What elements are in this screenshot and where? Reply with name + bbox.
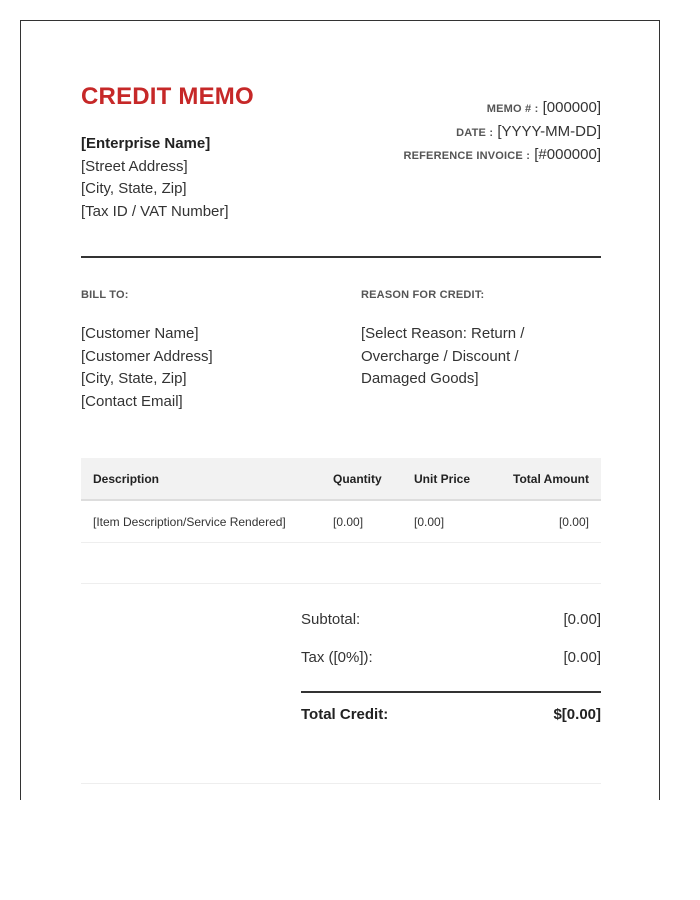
bill-to-section xyxy=(81,289,331,413)
total-credit-label: Total Credit: xyxy=(301,706,389,723)
header-unit-price: Unit Price xyxy=(402,458,493,500)
subtotal-label: Subtotal: xyxy=(301,611,361,628)
memo-date-value: [YYYY-MM-DD] xyxy=(497,122,601,140)
memo-title: CREDIT MEMO xyxy=(81,83,254,110)
tax-row xyxy=(301,649,601,687)
reference-invoice-label: REFERENCE INVOICE : xyxy=(403,150,531,162)
company-info xyxy=(81,133,229,223)
cell-quantity: [0.00] xyxy=(321,500,402,543)
bill-to-label: BILL TO: xyxy=(81,289,129,301)
reason-label: REASON FOR CREDIT: xyxy=(361,289,485,301)
memo-meta xyxy=(403,97,601,168)
subtotal-value: [0.00] xyxy=(563,611,601,628)
total-credit-value: $[0.00] xyxy=(553,706,601,723)
totals-section xyxy=(301,611,601,733)
company-street: [Street Address] xyxy=(81,157,188,175)
customer-address: [Customer Address] xyxy=(81,347,213,365)
header-total-amount: Total Amount xyxy=(493,458,601,500)
tax-value: [0.00] xyxy=(563,649,601,666)
reason-lines xyxy=(361,323,611,391)
reference-invoice-row xyxy=(403,144,601,168)
reason-line: Damaged Goods] xyxy=(361,370,479,387)
memo-header xyxy=(81,83,601,223)
reason-line: Overcharge / Discount / xyxy=(361,347,519,365)
company-name: [Enterprise Name] xyxy=(81,135,211,152)
bill-to-lines xyxy=(81,323,331,413)
company-city: [City, State, Zip] xyxy=(81,180,187,197)
reference-invoice-value: [#000000] xyxy=(534,146,601,163)
memo-date-label: DATE : xyxy=(456,126,494,139)
credit-memo-page xyxy=(20,20,660,800)
header-divider xyxy=(81,256,601,258)
customer-city: [City, State, Zip] xyxy=(81,370,187,387)
reason-section xyxy=(361,289,611,391)
company-tax-id: [Tax ID / VAT Number] xyxy=(81,202,229,220)
total-credit-row xyxy=(301,691,601,733)
footer-divider xyxy=(81,783,601,784)
customer-name: [Customer Name] xyxy=(81,325,199,342)
memo-number-value: [000000] xyxy=(542,99,601,116)
table-bottom-divider xyxy=(81,583,601,584)
header-description: Description xyxy=(81,458,321,500)
table-row xyxy=(81,500,601,543)
line-items-table xyxy=(81,458,601,543)
cell-unit-price: [0.00] xyxy=(402,500,493,543)
table-header-row xyxy=(81,458,601,500)
memo-number-label: MEMO # : xyxy=(486,103,539,115)
memo-number-row xyxy=(403,97,601,121)
tax-label: Tax ([0%]): xyxy=(301,649,373,666)
header-quantity: Quantity xyxy=(321,458,402,500)
reason-line: [Select Reason: Return / xyxy=(361,325,525,342)
customer-email: [Contact Email] xyxy=(81,392,183,410)
cell-total-amount: [0.00] xyxy=(493,500,601,543)
memo-date-row xyxy=(403,121,601,145)
cell-description: [Item Description/Service Rendered] xyxy=(81,500,321,543)
subtotal-row xyxy=(301,611,601,649)
